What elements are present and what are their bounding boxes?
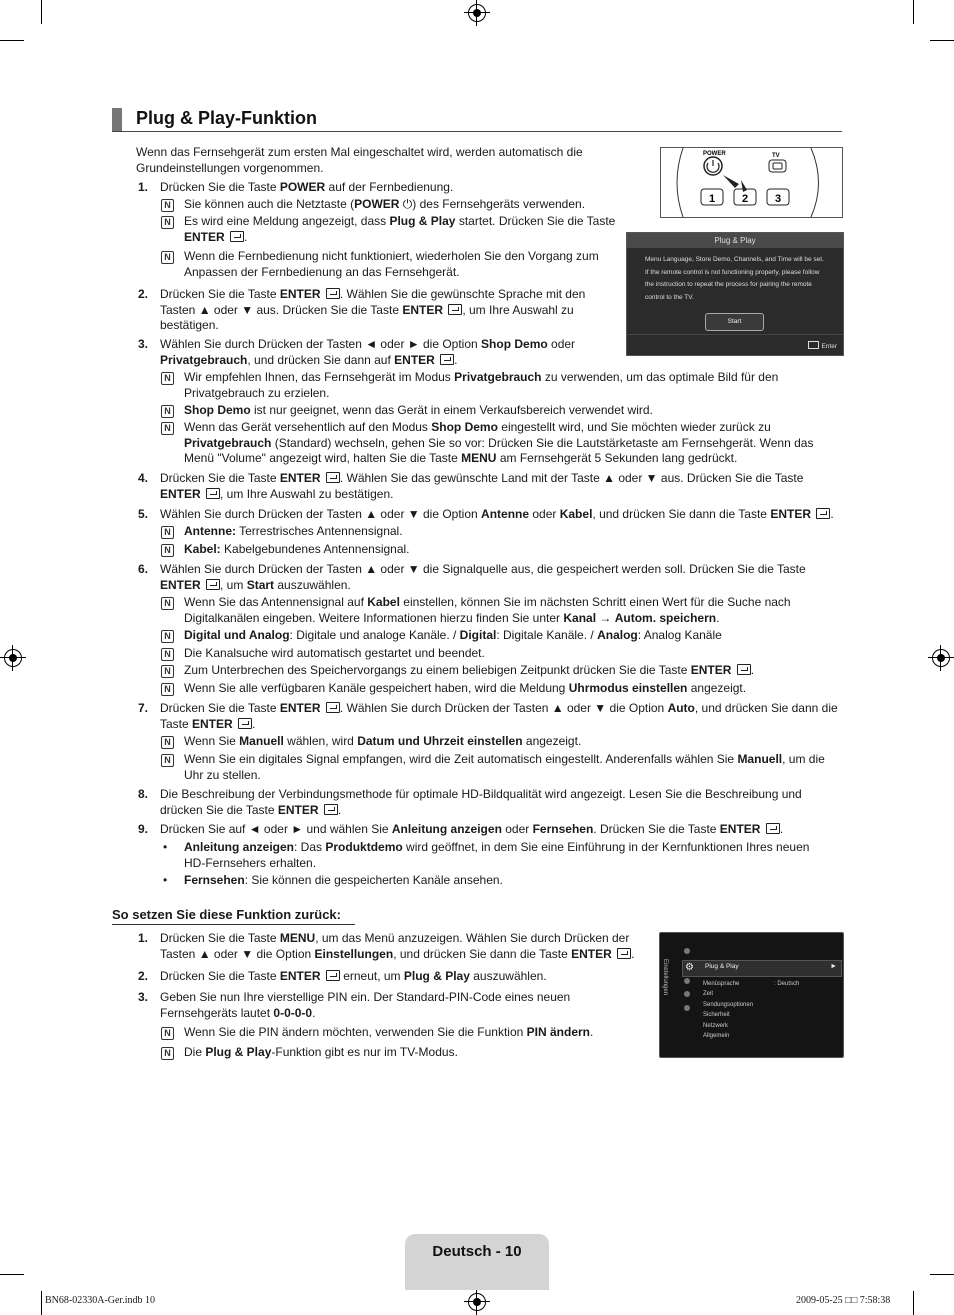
step-number: 1. <box>138 180 149 194</box>
step-number: 9. <box>138 822 149 836</box>
note-text: Wenn Sie Manuell wählen, wird Datum und Uhrzeit einstellen angezeigt. <box>184 734 582 748</box>
step-number: 2. <box>138 969 149 983</box>
enter-icon <box>206 579 220 590</box>
enter-icon <box>766 823 780 834</box>
crop-mark <box>930 1274 954 1275</box>
menu-picture-icon <box>684 948 690 954</box>
step-text: Geben Sie nun Ihre vierstellige PIN ein. Der Standard-PIN-Code eines neuen Fernsehgeräts lautet 0-0-0-0. <box>160 990 571 1020</box>
enter-icon <box>326 288 340 299</box>
step-number: 8. <box>138 787 149 801</box>
dialog-body: Menu Language, Store Demo, Channels, and Time will be set. If the remote control is not functioning properly, please follow the instruction to repeat the process for pairing the remote control to the TV. <box>645 256 824 301</box>
note-icon: N <box>161 526 174 539</box>
note-icon: N <box>161 251 174 264</box>
note-text: Wir empfehlen Ihnen, das Fernsehgerät im Modus Privatgebrauch zu verwenden, um das optimale Bild für den Privatgebrauch zu erzielen. <box>184 370 779 400</box>
note-text: Digital und Analog: Digitale und analoge Kanäle. / Digital: Digitale Kanäle. / Analog: Analog Kanäle <box>184 628 722 642</box>
tv-label: TV <box>772 153 780 159</box>
step-text: Drücken Sie die Taste POWER auf der Fernbedienung. <box>160 180 454 194</box>
note-icon: N <box>161 736 174 749</box>
menu-selected-label: Plug & Play <box>705 963 739 970</box>
print-timestamp: 2009-05-25 □□ 7:58:38 <box>796 1295 891 1306</box>
title-rule <box>112 131 842 132</box>
step-number: 5. <box>138 507 149 521</box>
page-number-tab <box>405 1234 549 1290</box>
enter-icon <box>324 804 338 815</box>
enter-icon <box>326 472 340 483</box>
step-number: 3. <box>138 990 149 1004</box>
step-number: 1. <box>138 931 149 945</box>
menu-item-value: : Deutsch <box>774 981 800 987</box>
remote-svg <box>661 148 842 217</box>
step-number: 3. <box>138 337 149 351</box>
note-icon: N <box>161 1047 174 1060</box>
registration-mark-icon <box>4 649 22 667</box>
note-text: Shop Demo ist nur geeignet, wenn das Gerät in einem Verkaufsbereich verwendet wird. <box>184 403 653 417</box>
note-text: Sie können auch die Netztaste (POWER ⏻) des Fernsehgeräts verwenden. <box>184 197 586 211</box>
print-file-name: BN68-02330A-Ger.indb 10 <box>45 1295 155 1306</box>
settings-menu-image <box>659 932 844 1058</box>
note-icon: N <box>161 665 174 678</box>
enter-icon <box>440 354 454 365</box>
intro-text: Wenn das Fernsehgerät zum ersten Mal eingeschaltet wird, werden automatisch die Grundeinstellungen vorgenommen. <box>136 145 583 175</box>
enter-icon <box>737 664 751 675</box>
crop-mark <box>913 0 914 24</box>
note-text: Es wird eine Meldung angezeigt, dass Plug & Play startet. Drücken Sie die Taste ENTER . <box>184 214 616 244</box>
note-text: Wenn Sie ein digitales Signal empfangen, wird die Zeit automatisch eingestellt. Anderenfalls wählen Sie Manuell, um die Uhr zu stellen. <box>184 752 825 782</box>
note-text: Wenn Sie alle verfügbaren Kanäle gespeichert haben, wird die Meldung Uhrmodus einstellen angezeigt. <box>184 681 747 695</box>
key-label: 1 <box>709 193 716 205</box>
note-icon: N <box>161 216 174 229</box>
arrow-right-icon: ► <box>830 963 837 970</box>
page-title: Plug & Play-Funktion <box>136 108 318 128</box>
crop-mark <box>930 40 954 41</box>
step-text: Wählen Sie durch Drücken der Tasten ◄ oder ► die Option Shop Demo oder Privatgebrauch, und drücken Sie dann auf ENTER . <box>160 337 576 367</box>
reset-subheading: So setzen Sie diese Funktion zurück: <box>112 907 341 922</box>
menu-item[interactable]: Zeit <box>703 991 714 997</box>
note-icon: N <box>161 1027 174 1040</box>
note-icon: N <box>161 544 174 557</box>
bullet-text: Anleitung anzeigen: Das Produktdemo wird geöffnet, in dem Sie eine Einführung in der Kernfunktionen Ihres neuen HD-Fernsehers erhalten. <box>184 840 810 870</box>
note-text: Die Kanalsuche wird automatisch gestartet und beendet. <box>184 646 485 660</box>
remote-control-image <box>660 147 843 218</box>
subheading-rule <box>112 924 355 925</box>
enter-icon <box>808 341 819 349</box>
step-text: Die Beschreibung der Verbindungsmethode für optimale HD-Bildqualität wird angezeigt. Lesen Sie die Beschreibung und drücken Sie die Taste ENTER . <box>160 787 802 817</box>
note-icon: N <box>161 372 174 385</box>
bullet-text: Fernsehen: Sie können die gespeicherten Kanäle ansehen. <box>184 873 503 887</box>
note-icon: N <box>161 597 174 610</box>
note-text: Wenn Sie die PIN ändern möchten, verwenden Sie die Funktion PIN ändern. <box>184 1025 594 1039</box>
step-text: Drücken Sie die Taste ENTER . Wählen Sie durch Drücken der Tasten ▲ oder ▼ die Option Auto, und drücken Sie dann die Taste ENTER . <box>160 701 838 731</box>
note-icon: N <box>161 630 174 643</box>
step-text: Drücken Sie die Taste ENTER . Wählen Sie die gewünschte Sprache mit den Tasten ▲ oder ▼ aus. Drücken Sie die Taste ENTER , um Ihre Auswahl zu bestätigen. <box>160 287 586 332</box>
registration-mark-icon <box>468 1293 486 1311</box>
crop-mark <box>913 1291 914 1315</box>
menu-item[interactable]: Netzwerk <box>703 1023 729 1029</box>
note-text: Wenn die Fernbedienung nicht funktioniert, wiederholen Sie den Vorgang zum Anpassen der Fernbedienung an das Fernsehgerät. <box>184 249 599 279</box>
note-text: Wenn das Gerät versehentlich auf den Modus Shop Demo eingestellt wird, und Sie möchten wieder zurück zu Privatgebrauch (Standard) wechseln, gehen Sie so vor: Drücken Sie die Lautstärketaste am Fernsehgerät. Wenn das Menü "Volume" angezeigt wird, halten Sie die Taste MENU am Fernsehgerät 5 Sekunden lang gedrückt. <box>184 420 814 465</box>
note-text: Wenn Sie das Antennensignal auf Kabel einstellen, können Sie im nächsten Schritt einen Wert für die Suche nach Digitalkanälen eingeben. Weitere Informationen hierzu finden Sie unter Kanal → Autom. speichern. <box>184 595 791 625</box>
menu-item[interactable]: Sendungsoptionen <box>703 1002 754 1008</box>
crop-mark <box>0 40 24 41</box>
key-label: 2 <box>742 193 749 205</box>
menu-item[interactable]: Allgemein <box>703 1033 730 1039</box>
note-text: Kabel: Kabelgebundenes Antennensignal. <box>184 542 410 556</box>
menu-side-label: Einstellungen <box>662 959 668 996</box>
step-text: Drücken Sie auf ◄ oder ► und wählen Sie Anleitung anzeigen oder Fernsehen. Drücken Sie die Taste ENTER . <box>160 822 784 836</box>
crop-mark <box>41 1291 42 1315</box>
step-number: 4. <box>138 471 149 485</box>
enter-icon <box>448 304 462 315</box>
note-icon: N <box>161 754 174 767</box>
bullet-icon: • <box>163 840 168 854</box>
note-icon: N <box>161 683 174 696</box>
note-text: Die Plug & Play-Funktion gibt es nur im TV-Modus. <box>184 1045 458 1059</box>
crop-mark <box>0 1274 24 1275</box>
enter-icon <box>326 970 340 981</box>
enter-hint-label: Enter <box>821 343 837 350</box>
bullet-icon: • <box>163 873 168 887</box>
menu-sound-icon <box>684 978 690 984</box>
note-icon: N <box>161 199 174 212</box>
power-label: POWER <box>703 151 726 157</box>
enter-icon <box>238 718 252 729</box>
start-button[interactable]: Start <box>705 313 764 331</box>
note-icon: N <box>161 648 174 661</box>
gear-icon: ⚙ <box>685 962 694 973</box>
dialog-footer <box>627 334 843 356</box>
step-number: 6. <box>138 562 149 576</box>
step-text: Drücken Sie die Taste MENU, um das Menü anzuzeigen. Wählen Sie durch Drücken der Tasten ▲ oder ▼ die Option Einstellungen, und drücken Sie dann die Taste ENTER . <box>160 931 635 961</box>
note-icon: N <box>161 405 174 418</box>
registration-mark-icon <box>468 4 486 22</box>
step-text: Drücken Sie die Taste ENTER erneut, um Plug & Play auszuwählen. <box>160 969 547 983</box>
menu-channel-icon <box>684 991 690 997</box>
menu-input-icon <box>684 1005 690 1011</box>
enter-icon <box>206 488 220 499</box>
dialog-title: Plug & Play <box>627 233 843 248</box>
enter-icon <box>617 948 631 959</box>
menu-item[interactable]: Sicherheit <box>703 1012 730 1018</box>
enter-icon <box>326 702 340 713</box>
menu-item[interactable]: Menüsprache <box>703 981 740 987</box>
menu-selected-item[interactable] <box>682 960 842 977</box>
enter-icon <box>816 508 830 519</box>
crop-mark <box>41 0 42 24</box>
enter-hint <box>808 341 837 350</box>
registration-mark-icon <box>932 649 950 667</box>
key-label: 3 <box>775 193 782 205</box>
plug-and-play-dialog <box>626 232 844 356</box>
step-text: Wählen Sie durch Drücken der Tasten ▲ oder ▼ die Signalquelle aus, die gespeichert werden soll. Drücken Sie die Taste ENTER , um Start auszuwählen. <box>160 562 806 592</box>
note-icon: N <box>161 422 174 435</box>
page-number-label: Deutsch - 10 <box>432 1243 522 1260</box>
step-text: Wählen Sie durch Drücken der Tasten ▲ oder ▼ die Option Antenne oder Kabel, und drücken Sie dann die Taste ENTER . <box>160 507 834 521</box>
enter-icon <box>230 231 244 242</box>
step-number: 2. <box>138 287 149 301</box>
step-text: Drücken Sie die Taste ENTER . Wählen Sie das gewünschte Land mit der Taste ▲ oder ▼ aus. Drücken Sie die Taste ENTER , um Ihre Auswahl zu bestätigen. <box>160 471 804 501</box>
step-number: 7. <box>138 701 149 715</box>
note-text: Zum Unterbrechen des Speichervorgangs zu einem beliebigen Zeitpunkt drücken Sie die Taste ENTER . <box>184 663 755 677</box>
title-accent-bar <box>112 108 122 131</box>
note-text: Antenne: Terrestrisches Antennensignal. <box>184 524 403 538</box>
